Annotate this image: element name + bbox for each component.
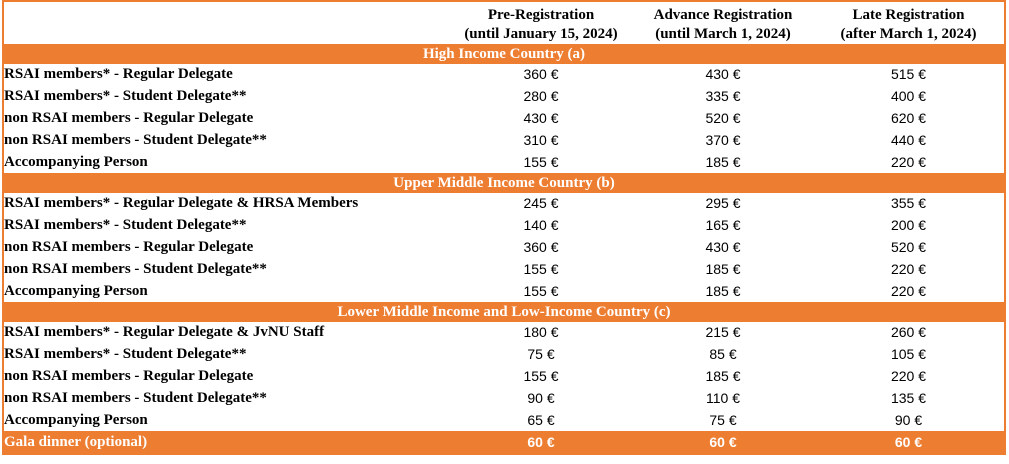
header-date: (until March 1, 2024) <box>655 26 791 42</box>
row-label: non RSAI members - Student Delegate** <box>4 131 267 148</box>
price-column <box>443 129 647 151</box>
header-late-registration <box>818 1 1000 44</box>
price-column <box>823 129 1005 151</box>
price-cell: 180 € <box>523 324 559 341</box>
table-row <box>3 258 1005 280</box>
gala-dinner-price: 60 € <box>894 433 923 450</box>
price-column <box>823 64 1005 86</box>
price-cell: 520 € <box>705 109 741 126</box>
price-column <box>823 322 1005 344</box>
price-cell: 75 € <box>527 346 555 363</box>
price-column <box>647 64 823 86</box>
price-column <box>823 237 1005 259</box>
price-column <box>443 258 647 280</box>
row-label: non RSAI members - Student Delegate** <box>4 389 267 406</box>
row-label: Accompanying Person <box>4 153 148 170</box>
price-cell: 220 € <box>890 260 927 277</box>
price-column <box>823 258 1005 280</box>
price-cell: 75 € <box>709 411 737 428</box>
price-cell: 90 € <box>894 411 923 428</box>
price-cell: 360 € <box>523 66 559 83</box>
price-column <box>647 237 823 259</box>
row-label: RSAI members* - Regular Delegate & JvNU Staff <box>4 324 325 341</box>
price-cell: 400 € <box>890 88 927 105</box>
price-column <box>823 409 1005 431</box>
price-column <box>647 409 823 431</box>
header-title: Late Registration <box>852 7 965 23</box>
price-column <box>647 366 823 388</box>
section-header-row <box>3 173 1005 193</box>
header-date: (after March 1, 2024) <box>840 26 977 42</box>
price-column <box>647 108 823 130</box>
price-column <box>647 258 823 280</box>
gala-dinner-price: 60 € <box>527 433 555 450</box>
table-row <box>3 129 1005 151</box>
table-row <box>3 237 1005 259</box>
table-row <box>3 108 1005 130</box>
section-title: High Income Country (a) <box>3 44 1005 64</box>
price-column <box>647 151 823 173</box>
price-cell: 155 € <box>523 153 559 170</box>
price-column <box>647 215 823 237</box>
header-blank-cell <box>3 1 443 44</box>
section-title: Lower Middle Income and Low-Income Country (c) <box>3 302 1005 322</box>
price-cell: 155 € <box>523 282 559 299</box>
price-cell: 215 € <box>705 324 741 341</box>
price-cell: 185 € <box>705 282 741 299</box>
price-cell: 335 € <box>705 88 741 105</box>
price-cell: 140 € <box>523 217 559 234</box>
table-row <box>3 280 1005 302</box>
price-cell: 185 € <box>705 153 741 170</box>
price-column <box>443 409 647 431</box>
gala-dinner-label: Gala dinner (optional) <box>3 431 443 454</box>
price-cell: 165 € <box>705 217 741 234</box>
price-cell: 185 € <box>705 260 741 277</box>
price-column <box>443 108 647 130</box>
price-column <box>823 344 1005 366</box>
price-cell: 295 € <box>705 195 741 212</box>
table-row <box>3 193 1005 215</box>
header-row <box>3 1 1005 44</box>
price-column <box>647 129 823 151</box>
price-cell: 355 € <box>890 195 927 212</box>
price-column <box>647 387 823 409</box>
row-label: non RSAI members - Regular Delegate <box>4 367 254 384</box>
row-label: Accompanying Person <box>4 411 148 428</box>
price-column <box>823 387 1005 409</box>
price-column <box>443 344 647 366</box>
price-column <box>443 64 647 86</box>
row-label: non RSAI members - Regular Delegate <box>4 238 254 255</box>
price-column <box>823 366 1005 388</box>
price-column <box>647 344 823 366</box>
table-row <box>3 387 1005 409</box>
price-column <box>647 280 823 302</box>
price-column <box>443 151 647 173</box>
price-column <box>647 86 823 108</box>
price-cell: 220 € <box>890 367 927 384</box>
price-column <box>647 322 823 344</box>
table-row <box>3 86 1005 108</box>
price-cell: 185 € <box>705 367 741 384</box>
row-label: RSAI members* - Regular Delegate <box>4 66 233 83</box>
price-column <box>823 193 1005 215</box>
header-advance-registration <box>635 1 811 44</box>
row-label: Accompanying Person <box>4 282 148 299</box>
price-cell: 220 € <box>890 153 927 170</box>
row-label: RSAI members* - Student Delegate** <box>4 217 247 234</box>
registration-fees-table <box>2 0 1006 455</box>
price-cell: 65 € <box>527 411 555 428</box>
price-column <box>443 193 647 215</box>
price-column <box>443 215 647 237</box>
price-cell: 430 € <box>523 109 559 126</box>
header-pre-registration <box>439 1 643 44</box>
section-header-row <box>3 302 1005 322</box>
row-label: RSAI members* - Student Delegate** <box>4 88 247 105</box>
table-row <box>3 151 1005 173</box>
gala-dinner-row <box>3 431 1005 454</box>
table-row <box>3 64 1005 86</box>
price-cell: 85 € <box>709 346 737 363</box>
header-date: (until January 15, 2024) <box>464 26 618 42</box>
price-column <box>823 151 1005 173</box>
price-cell: 200 € <box>890 217 927 234</box>
row-label: non RSAI members - Student Delegate** <box>4 260 267 277</box>
price-cell: 220 € <box>890 282 927 299</box>
section-header-row <box>3 44 1005 64</box>
price-column <box>823 280 1005 302</box>
price-cell: 370 € <box>705 131 741 148</box>
price-cell: 90 € <box>527 389 555 406</box>
price-column <box>647 193 823 215</box>
header-title: Pre-Registration <box>487 7 595 23</box>
price-cell: 430 € <box>705 238 741 255</box>
price-cell: 135 € <box>890 389 927 406</box>
price-column <box>443 280 647 302</box>
price-cell: 155 € <box>523 260 559 277</box>
section-title: Upper Middle Income Country (b) <box>3 173 1005 193</box>
price-column <box>443 86 647 108</box>
price-cell: 440 € <box>890 131 927 148</box>
price-column <box>443 431 647 454</box>
price-column <box>443 322 647 344</box>
price-cell: 360 € <box>523 238 559 255</box>
price-cell: 310 € <box>523 131 559 148</box>
price-cell: 280 € <box>523 88 559 105</box>
price-column <box>443 387 647 409</box>
gala-dinner-price: 60 € <box>709 433 737 450</box>
price-column <box>443 366 647 388</box>
price-cell: 430 € <box>705 66 741 83</box>
price-cell: 245 € <box>523 195 559 212</box>
table-row <box>3 409 1005 431</box>
table-row <box>3 344 1005 366</box>
price-cell: 110 € <box>706 389 740 406</box>
table-row <box>3 322 1005 344</box>
header-title: Advance Registration <box>653 7 793 23</box>
table-row <box>3 366 1005 388</box>
price-cell: 105 € <box>890 346 927 363</box>
price-column <box>823 215 1005 237</box>
price-column <box>823 108 1005 130</box>
price-cell: 155 € <box>523 367 559 384</box>
row-label: RSAI members* - Student Delegate** <box>4 346 247 363</box>
price-column <box>823 86 1005 108</box>
table-row <box>3 215 1005 237</box>
price-cell: 515 € <box>890 66 927 83</box>
price-column <box>647 431 823 454</box>
price-column <box>443 237 647 259</box>
price-cell: 260 € <box>890 324 927 341</box>
price-column <box>823 431 1005 454</box>
price-cell: 520 € <box>890 238 927 255</box>
price-cell: 620 € <box>890 109 927 126</box>
row-label: non RSAI members - Regular Delegate <box>4 109 254 126</box>
row-label: RSAI members* - Regular Delegate & HRSA Members <box>4 195 359 212</box>
